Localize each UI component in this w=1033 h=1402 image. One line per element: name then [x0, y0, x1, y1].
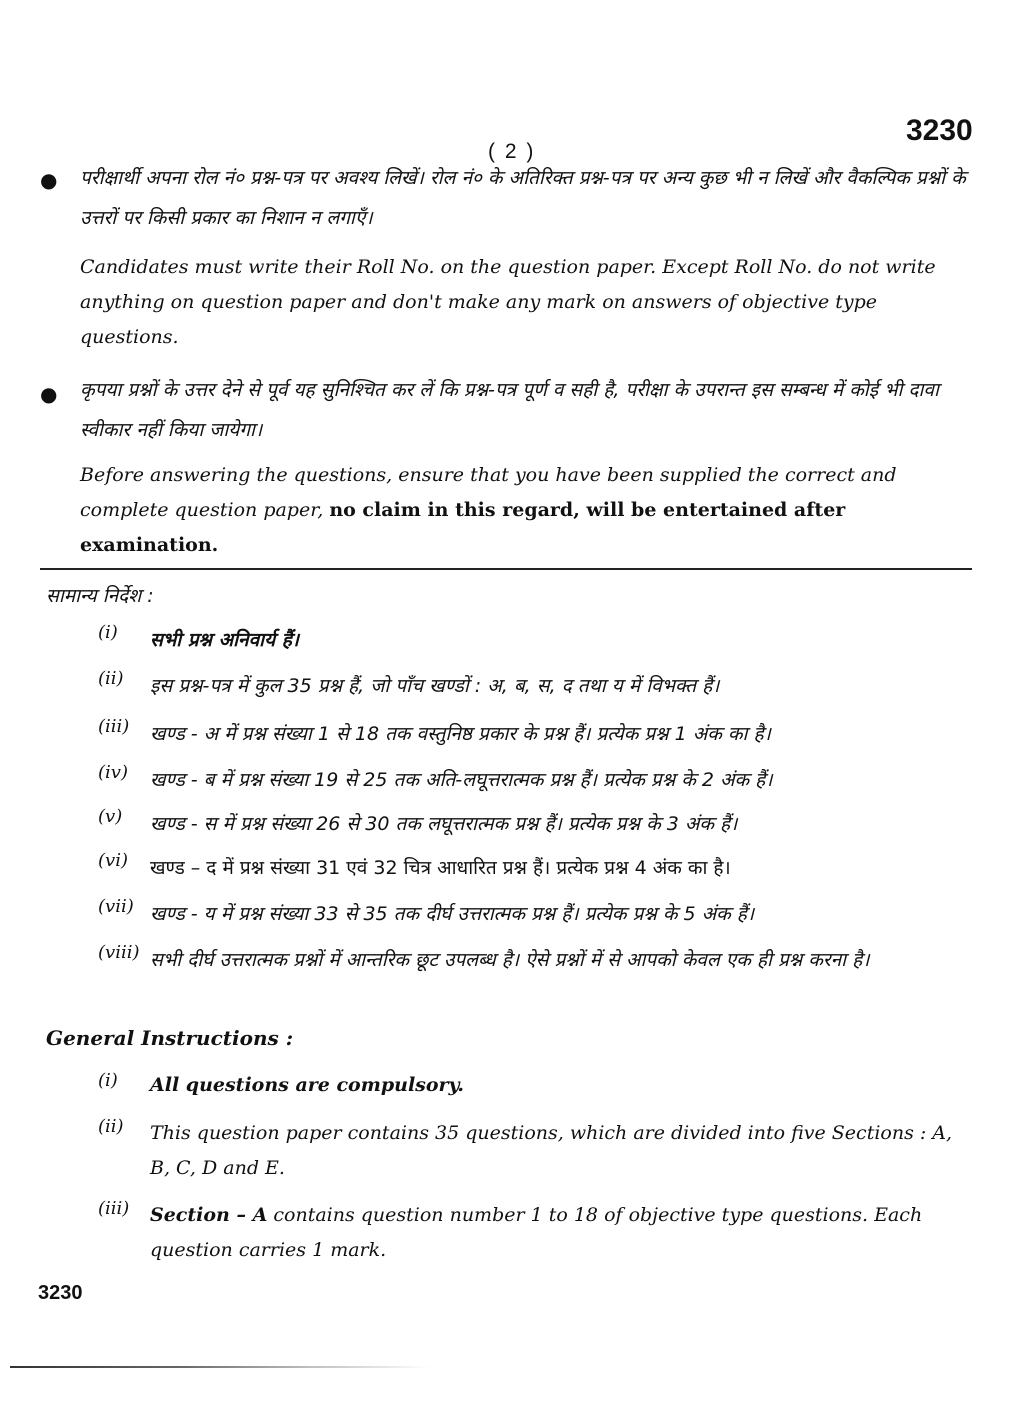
english-item-text: This question paper contains 35 questions, which are divided into five Sections : A, B, C, D and E.	[150, 1122, 953, 1179]
instruction-2-english-bold: no claim in this regard, will be entertained after examination.	[80, 499, 846, 556]
english-item-num: (i)	[98, 1070, 118, 1091]
hindi-item-text: खण्ड - ब में प्रश्न संख्या 19 से 25 तक अति-लघूत्तरात्मक प्रश्न हैं। प्रत्येक प्रश्न के 2 अंक हैं।	[150, 769, 773, 791]
instruction-2-english-text: Before answering the questions, ensure that you have been supplied the correct and complete question paper,	[80, 464, 897, 521]
paper-code-bottom: 3230	[38, 1282, 83, 1304]
hindi-item	[98, 806, 978, 842]
hindi-item-num: (viii)	[98, 942, 140, 963]
hindi-item-num: (vii)	[98, 896, 134, 917]
paper-code-top: 3230	[906, 114, 973, 147]
scan-artifact-line	[10, 1366, 430, 1368]
hindi-item-text: खण्ड - स में प्रश्न संख्या 26 से 30 तक लघूत्तरात्मक प्रश्न हैं। प्रत्येक प्रश्न के 3 अंक हैं।	[150, 813, 738, 835]
english-item-bold: All questions are compulsory.	[150, 1074, 465, 1096]
hindi-item	[98, 850, 978, 886]
instruction-2-english	[80, 458, 980, 563]
hindi-item	[98, 762, 978, 798]
hindi-item-text: खण्ड - अ में प्रश्न संख्या 1 से 18 तक वस्तुनिष्ठ प्रकार के प्रश्न हैं। प्रत्येक प्रश्न 1 अंक का है।	[150, 723, 771, 745]
hindi-item	[98, 622, 978, 658]
instruction-1-english: Candidates must write their Roll No. on the question paper. Except Roll No. do not write anything on question paper and don't make any mark on answers of objective type questions.	[80, 256, 936, 348]
hindi-item-num: (iv)	[98, 762, 128, 783]
hindi-item	[98, 896, 978, 932]
bullet-2: ●	[40, 382, 58, 406]
hindi-item-num: (i)	[98, 622, 118, 643]
hindi-item-num: (vi)	[98, 850, 128, 871]
english-item-num: (iii)	[98, 1198, 130, 1219]
english-item-bold: Section – A	[150, 1204, 268, 1226]
hindi-item-text: सभी दीर्घ उत्तरात्मक प्रश्नों में आन्तरिक छूट उपलब्ध है। ऐसे प्रश्नों में से आपको केवल एक ही प्रश्न करना है।	[150, 949, 870, 971]
english-item	[98, 1116, 978, 1186]
hindi-item-text: खण्ड – द में प्रश्न संख्या 31 एवं 32 चित्र आधारित प्रश्न हैं। प्रत्येक प्रश्न 4 अंक का है।	[150, 857, 731, 879]
hindi-item	[98, 668, 978, 704]
instruction-1-hindi: परीक्षार्थी अपना रोल नं० प्रश्न-पत्र पर अवश्य लिखें। रोल नं० के अतिरिक्त प्रश्न-पत्र पर अन्य कुछ भी न लिखें और वैकल्पिक प्रश्नों के उत्तरों पर किसी प्रकार का निशान न लगाएँ।	[80, 167, 966, 229]
hindi-item	[98, 716, 978, 752]
english-item-text: contains question number 1 to 18 of objective type questions. Each question carries 1 mark.	[150, 1204, 923, 1261]
section-divider	[40, 568, 972, 570]
hindi-item-num: (iii)	[98, 716, 130, 737]
hindi-item-text: खण्ड - य में प्रश्न संख्या 33 से 35 तक दीर्घ उत्तरात्मक प्रश्न हैं। प्रत्येक प्रश्न के 5 अंक हैं।	[150, 903, 755, 925]
hindi-item-text: सभी प्रश्न अनिवार्य हैं।	[150, 629, 299, 651]
english-item	[98, 1198, 978, 1268]
instruction-2-hindi: कृपया प्रश्नों के उत्तर देने से पूर्व यह सुनिश्चित कर लें कि प्रश्न-पत्र पूर्ण व सही है, परीक्षा के उपरान्त इस सम्बन्ध में कोई भी दावा स्वीकार नहीं किया जायेगा।	[80, 379, 939, 441]
page-number: ( 2 )	[488, 140, 536, 163]
hindi-item-num: (ii)	[98, 668, 124, 689]
hindi-item	[98, 942, 978, 978]
english-item-num: (ii)	[98, 1116, 124, 1137]
hindi-item-text: इस प्रश्न-पत्र में कुल 35 प्रश्न हैं, जो पाँच खण्डों : अ, ब, स, द तथा य में विभक्त हैं।	[150, 675, 720, 697]
bullet-1: ●	[40, 168, 58, 192]
english-section-heading: General Instructions :	[46, 1026, 294, 1050]
english-item	[98, 1070, 978, 1100]
hindi-section-heading: सामान्य निर्देश :	[46, 585, 154, 607]
hindi-item-num: (v)	[98, 806, 123, 827]
